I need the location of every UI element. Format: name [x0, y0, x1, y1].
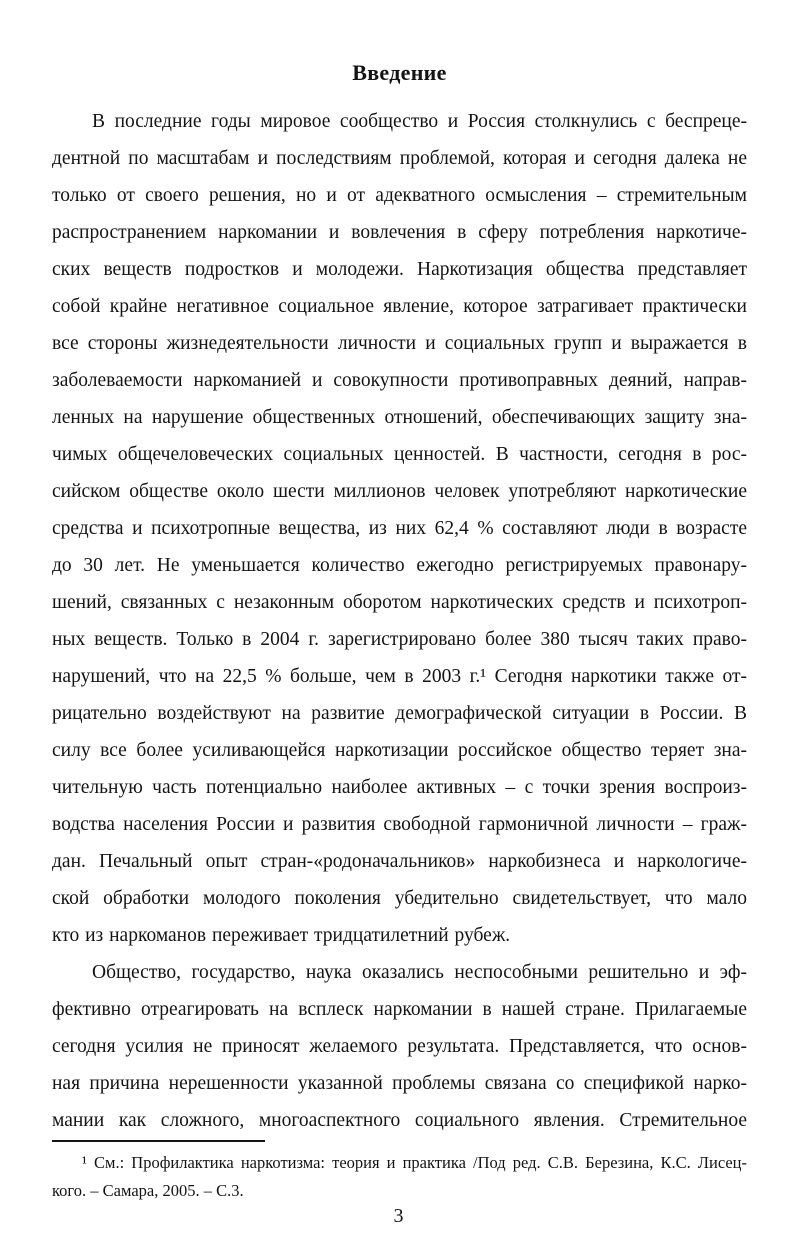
text-line: дентной по масштабам и последствиям проблемой, которая и сегодня далека не: [52, 148, 747, 169]
text-line: ской обработки молодого поколения убедительно свидетельствует, что мало: [52, 888, 747, 909]
text-line: чительную часть потенциально наиболее активных – с точки зрения воспроиз-: [52, 777, 747, 798]
text-line: средства и психотропные вещества, из них 62,4 % составляют люди в возрасте: [52, 518, 747, 539]
document-body: [52, 103, 747, 1139]
text-line: распространением наркомании и вовлечения в сферу потребления наркотиче-: [52, 222, 747, 243]
text-line: собой крайне негативное социальное явление, которое затрагивает практически: [52, 296, 747, 317]
text-line: силу все более усиливающейся наркотизации российское общество теряет зна-: [52, 740, 747, 761]
text-line: кого. – Самара, 2005. – С.3.: [52, 1181, 244, 1200]
text-line: чимых общечеловеческих социальных ценностей. В частности, сегодня в рос-: [52, 444, 747, 465]
document-title: Введение: [352, 60, 447, 85]
text-line: до 30 лет. Не уменьшается количество ежегодно регистрируемых правонару-: [52, 555, 747, 576]
text-line: нарушений, что на 22,5 % больше, чем в 2003 г.¹ Сегодня наркотики также от-: [52, 666, 747, 687]
text-line: сегодня усилия не приносят желаемого результата. Представляется, что основ-: [52, 1036, 747, 1057]
text-line: мании как сложного, многоаспектного социального явления. Стремительное: [52, 1110, 747, 1131]
text-line: рицательно воздействуют на развитие демографической ситуации в России. В: [52, 703, 747, 724]
text-line: дан. Печальный опыт стран-«родоначальников» наркобизнеса и наркологиче-: [52, 851, 747, 872]
text-line: Общество, государство, наука оказались неспособными решительно и эф-: [92, 962, 747, 983]
text-line: ная причина нерешенности указанной проблемы связана со спецификой нарко-: [52, 1073, 747, 1094]
text-line: водства населения России и развития свободной гармоничной личности – граж-: [52, 814, 747, 835]
text-line: только от своего решения, но и от адекватного осмысления – стремительным: [52, 185, 747, 206]
document-content: [52, 60, 747, 1139]
text-line: сийском обществе около шести миллионов человек употребляют наркотические: [52, 481, 747, 502]
footnote-separator: [52, 1140, 265, 1142]
text-line: шений, связанных с незаконным оборотом наркотических средств и психотроп-: [52, 592, 747, 613]
page-number: 3: [393, 1205, 404, 1227]
text-line: заболеваемости наркоманией и совокупности противоправных деяний, направ-: [52, 370, 747, 391]
text-line: В последние годы мировое сообщество и Россия столкнулись с беспреце-: [92, 111, 747, 132]
text-line: все стороны жизнедеятельности личности и социальных групп и выражается в: [52, 333, 747, 354]
text-line: ¹ См.: Профилактика наркотизма: теория и практика /Под ред. С.В. Березина, К.С. Лисец-: [82, 1153, 747, 1172]
footnote: [52, 1140, 747, 1205]
text-line: ных веществ. Только в 2004 г. зарегистрировано более 380 тысяч таких право-: [52, 629, 747, 650]
text-line: ских веществ подростков и молодежи. Наркотизация общества представляет: [52, 259, 747, 280]
text-line: ленных на нарушение общественных отношений, обеспечивающих защиту зна-: [52, 407, 747, 428]
text-line: кто из наркоманов переживает тридцатилетний рубеж.: [52, 925, 511, 946]
footnote-text: [52, 1149, 747, 1205]
text-line: фективно отреагировать на всплеск наркомании в нашей стране. Прилагаемые: [52, 999, 747, 1020]
